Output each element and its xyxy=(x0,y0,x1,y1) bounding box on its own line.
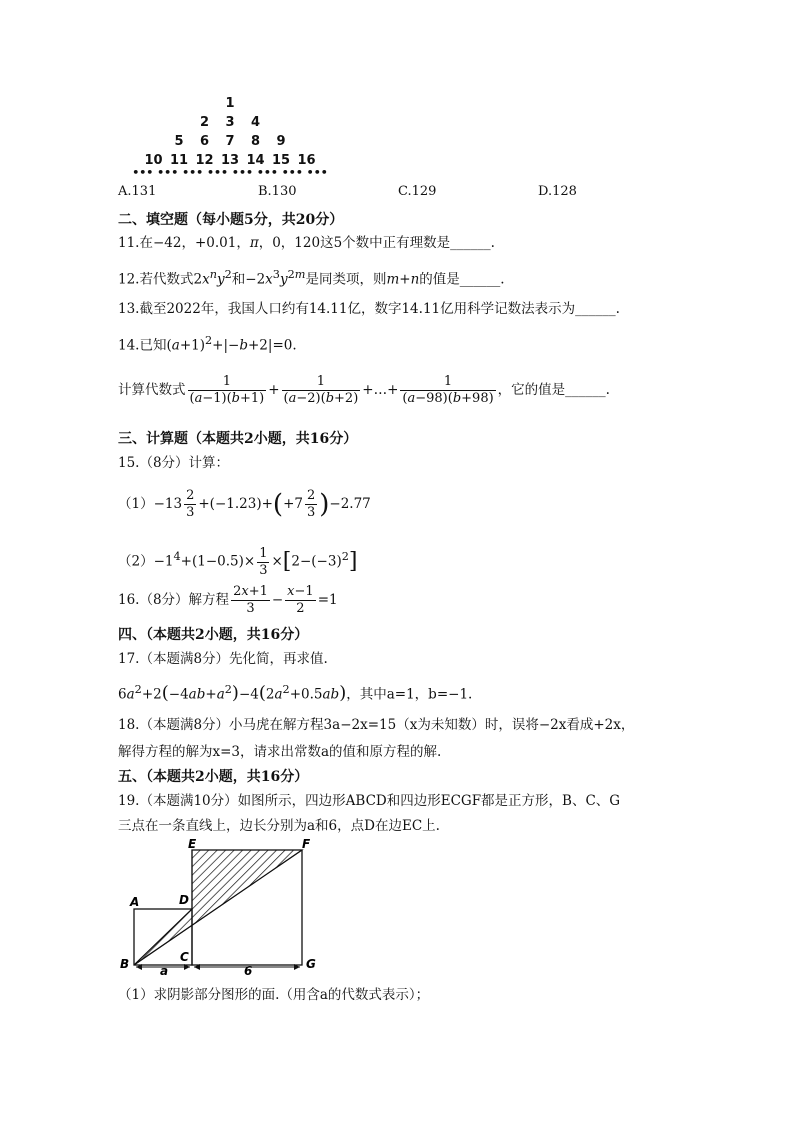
q12-text-b: 是同类项，则 xyxy=(305,271,387,288)
question-15: 15.（8分）计算： xyxy=(118,455,230,471)
q17-text-b: ，其中 xyxy=(346,686,387,703)
question-17: 17.（本题满8分）先化简，再求值. xyxy=(118,651,328,667)
pyramid-number: 13 xyxy=(220,153,240,168)
question-19-part-1: （1）求阴影部分图形的面.（用含a的代数式表示）； xyxy=(118,987,430,1003)
question-17-expression: $6a^2+2(-4ab+a^2)-4(2a^2+0.5ab)$，其中a=1，b=−1. xyxy=(118,682,473,704)
pyramid-number: 2 xyxy=(199,115,210,130)
pyramid-number: 14 xyxy=(246,153,265,168)
label-side-a: a xyxy=(160,964,169,978)
question-19-line-1: 19.（本题满10分）如图所示，四边形ABCD和四边形ECGF都是正方形，B、C、G xyxy=(118,793,621,809)
question-18-line-2: 解得方程的解为x=3，请求出常数a的值和原方程的解. xyxy=(118,744,442,760)
section-fill-in-heading: 二、填空题（每小题5分，共20分） xyxy=(118,212,344,228)
question-18-line-1: 18.（本题满8分）小马虎在解方程3a−2x=15（x为未知数）时，误将−2x看成+2x， xyxy=(118,717,635,733)
q11-text-b: ，0，120这5个数中正有理数是______. xyxy=(258,235,495,251)
question-11 xyxy=(118,234,495,252)
pyramid-number: 9 xyxy=(276,134,286,149)
pyramid-number: 11 xyxy=(169,153,189,168)
squares-figure xyxy=(110,838,340,978)
pyramid-number: 5 xyxy=(174,134,184,149)
q14-text-a: 14.已知 xyxy=(118,337,167,354)
label-c: C xyxy=(180,950,189,964)
option-c: C.129 xyxy=(398,184,437,199)
label-g: G xyxy=(306,957,316,971)
question-14: 14.已知$(a+1)^2+|-b+2|=0$. xyxy=(118,334,297,354)
q16-text-a: 16.（8分）解方程 xyxy=(118,592,230,608)
label-a: A xyxy=(130,895,140,909)
pyramid-number: 8 xyxy=(250,134,261,149)
section-five-heading: 五、（本题共2小题，共16分） xyxy=(118,769,309,785)
pyramid-continuation-dots: ••• ••• ••• ••• ••• ••• ••• ••• xyxy=(132,166,328,179)
pyramid-number: 16 xyxy=(297,153,316,168)
q15-1-tail: −2.77 xyxy=(329,496,371,512)
question-15-part-1: （1）−13 $\frac{2}{3}$ +(−1.23)+(+7 $\frac{2}{3}$ )−2.77 xyxy=(118,488,371,520)
label-f: F xyxy=(302,838,311,851)
pyramid-number: 1 xyxy=(225,96,235,111)
number-pyramid xyxy=(0,0,794,180)
question-14-expression: 计算代数式 $\frac{1}{(a-1)(b+1)}$ + $\frac{1}{(a-2)(b+2)}$ +…+ $\frac{1}{(a-98)(b+98)}$ ，它的值是______. xyxy=(118,374,610,406)
pyramid-number: 15 xyxy=(271,153,291,168)
question-12: 12.若代数式$2x^ny^2$和$-2x^3y^{2m}$是同类项，则m+n的值是______. xyxy=(118,268,505,288)
q17-text-c: a=1，b=−1. xyxy=(386,686,473,703)
pyramid-number: 10 xyxy=(144,153,163,168)
option-a: A.131 xyxy=(118,184,157,199)
pyramid-number: 4 xyxy=(250,115,261,130)
option-d: D.128 xyxy=(538,184,577,199)
question-13: 13.截至2022年，我国人口约有14.11亿，数字14.11亿用科学记数法表示为______. xyxy=(118,301,620,317)
label-e: E xyxy=(188,838,197,851)
question-15-part-2: $(2)-1^4+(1-0.5)\times$ $\frac{1}{3}$ $\times[2-(-3)^2]$ xyxy=(118,545,358,578)
pyramid-number: 7 xyxy=(225,134,235,149)
section-calculation-heading: 三、计算题（本题共2小题，共16分） xyxy=(118,431,358,447)
label-side-6: 6 xyxy=(244,964,253,978)
pyramid-number: 12 xyxy=(195,153,214,168)
q11-pi: π xyxy=(249,235,259,251)
q14-tail: =0. xyxy=(272,337,297,354)
pyramid-number: 6 xyxy=(199,134,210,149)
q15-2-label: （2） xyxy=(118,553,154,570)
option-b: B.130 xyxy=(258,184,297,199)
question-16: 16.（8分）解方程 $\frac{2x+1}{3}$ − $\frac{x-1}{2}$ =1 xyxy=(118,584,338,616)
q16-tail: =1 xyxy=(317,592,338,608)
q14b-text-b: ，它的值是______. xyxy=(497,382,610,398)
question-19-line-2: 三点在一条直线上，边长分别为a和6，点D在边EC上. xyxy=(118,818,440,834)
q14b-text-a: 计算代数式 xyxy=(118,382,186,398)
pyramid-number: 3 xyxy=(225,115,235,130)
q12-text-a: 12.若代数式 xyxy=(118,271,194,288)
q12-text-c: 的值是______. xyxy=(419,271,505,288)
label-d: D xyxy=(179,893,189,907)
q15-1-label: （1） xyxy=(118,496,154,512)
section-four-heading: 四、（本题共2小题，共16分） xyxy=(118,627,309,643)
q11-text-a: 11.在−42，+0.01， xyxy=(118,235,250,251)
label-b: B xyxy=(120,957,130,971)
